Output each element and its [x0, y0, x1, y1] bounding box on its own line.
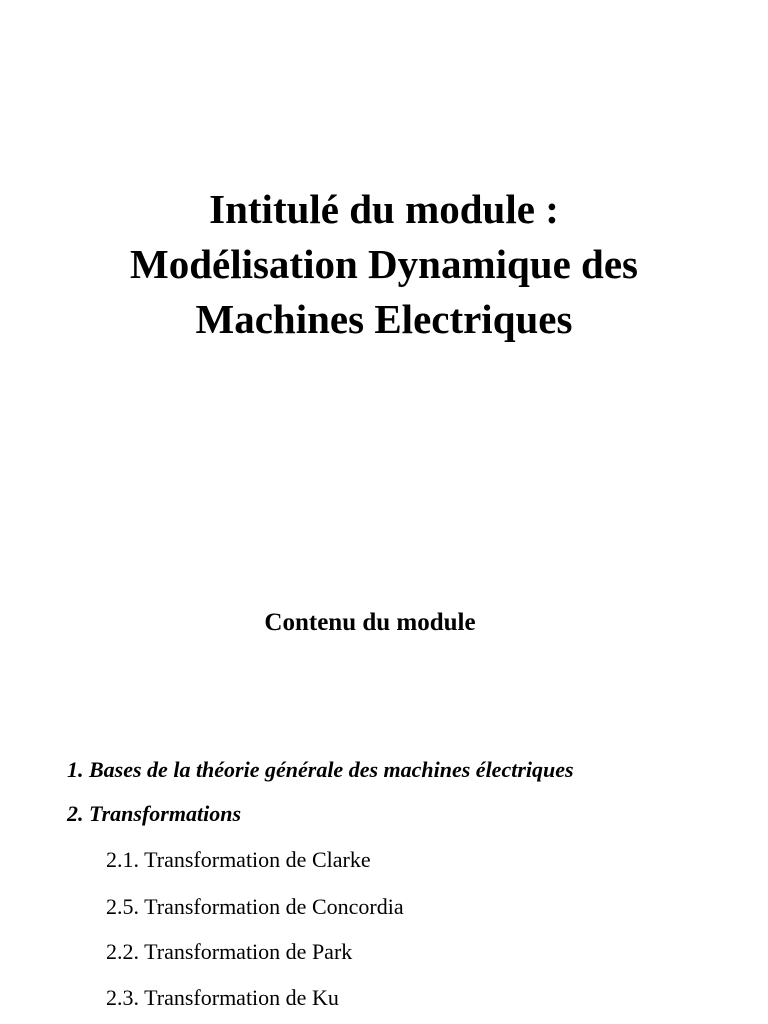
title-line-2: Modélisation Dynamique des: [130, 241, 638, 287]
module-title: [0, 182, 768, 347]
contents-item-ku: 2.3. Transformation de Ku: [106, 985, 339, 1010]
contents-item-section-2: 2. Transformations: [67, 801, 242, 826]
contents-heading: Contenu du module: [264, 609, 476, 636]
contents-item-concordia: 2.5. Transformation de Concordia: [106, 894, 404, 919]
contents-item-park: 2.2. Transformation de Park: [106, 939, 353, 964]
contents-item-clarke: 2.1. Transformation de Clarke: [106, 847, 371, 872]
contents-item-section-1: 1. Bases de la théorie générale des machines électriques: [67, 757, 574, 782]
title-line-3: Machines Electriques: [195, 296, 573, 342]
title-line-1: Intitulé du module :: [209, 186, 559, 232]
